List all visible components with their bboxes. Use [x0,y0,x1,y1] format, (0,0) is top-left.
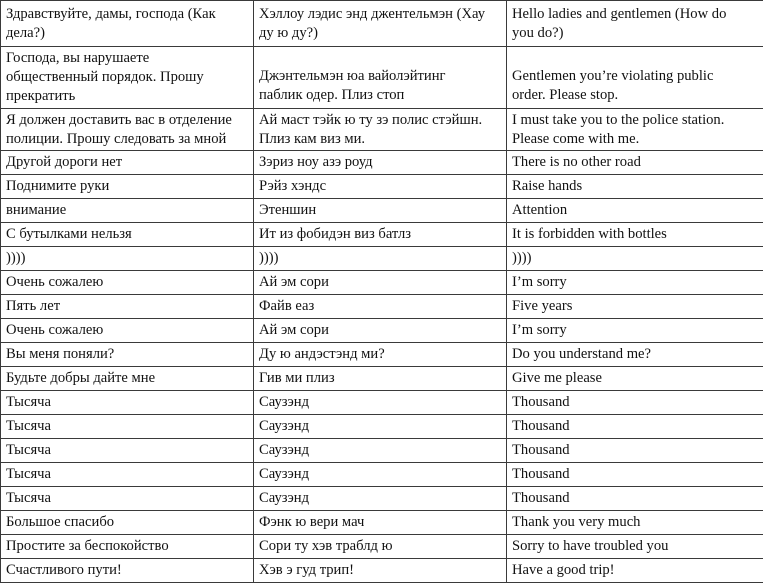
transliteration-cell: Сори ту хэв траблд ю [254,535,507,559]
russian-cell: Тысяча [1,463,254,487]
english-cell: I’m sorry [507,319,763,343]
table-row [1,367,763,391]
transliteration-cell: )))) [254,247,507,271]
russian-cell: Будьте добры дайте мне [1,367,254,391]
russian-cell: Счастливого пути! [1,559,254,583]
table-row [1,463,763,487]
english-cell: Thousand [507,487,763,511]
transliteration-cell: Саузэнд [254,439,507,463]
transliteration-cell: Гив ми плиз [254,367,507,391]
transliteration-cell: Ай маст тэйк ю ту зэ полис стэйшн. Плиз кам виз ми. [254,109,507,151]
english-cell: Five years [507,295,763,319]
english-cell: Have a good trip! [507,559,763,583]
russian-cell: Поднимите руки [1,175,254,199]
table-row [1,559,763,583]
table-row [1,199,763,223]
english-cell: There is no other road [507,151,763,175]
table-row [1,271,763,295]
russian-cell: Вы меня поняли? [1,343,254,367]
transliteration-cell: Ай эм сори [254,319,507,343]
english-cell: Thousand [507,415,763,439]
transliteration-cell: Саузэнд [254,463,507,487]
english-cell: I’m sorry [507,271,763,295]
english-cell: Thousand [507,463,763,487]
table-row [1,343,763,367]
english-cell: )))) [507,247,763,271]
transliteration-cell: Ит из фобидэн виз батлз [254,223,507,247]
table-row [1,247,763,271]
russian-cell: Здравствуйте, дамы, господа (Как дела?) [1,1,254,47]
english-cell: Sorry to have troubled you [507,535,763,559]
transliteration-cell: Зэриз ноу азэ роуд [254,151,507,175]
table-row [1,415,763,439]
transliteration-cell: Фэнк ю вери мач [254,511,507,535]
english-cell: Gentlemen you’re violating public order. Please stop. [507,47,763,109]
russian-cell: Очень сожалею [1,271,254,295]
russian-cell: )))) [1,247,254,271]
russian-cell: С бутылками нельзя [1,223,254,247]
table-row [1,1,763,47]
russian-cell: Тысяча [1,487,254,511]
transliteration-cell: Джэнтельмэн юа вайолэйтинг паблик одер. Плиз стоп [254,47,507,109]
table-row [1,391,763,415]
table-row [1,439,763,463]
transliteration-cell: Хэллоу лэдис энд джентельмэн (Хау ду ю ду?) [254,1,507,47]
english-cell: Do you understand me? [507,343,763,367]
russian-cell: Очень сожалею [1,319,254,343]
transliteration-cell: Хэв э гуд трип! [254,559,507,583]
transliteration-cell: Саузэнд [254,391,507,415]
table-row [1,535,763,559]
russian-cell: Пять лет [1,295,254,319]
table-row [1,151,763,175]
transliteration-cell: Саузэнд [254,415,507,439]
russian-cell: Господа, вы нарушаете общественный порядок. Прошу прекратить [1,47,254,109]
transliteration-cell: Ай эм сори [254,271,507,295]
table-row [1,295,763,319]
russian-cell: Простите за беспокойство [1,535,254,559]
table-row [1,319,763,343]
russian-cell: внимание [1,199,254,223]
table-row [1,109,763,151]
table-row [1,223,763,247]
russian-cell: Другой дороги нет [1,151,254,175]
russian-cell: Тысяча [1,391,254,415]
english-cell: Thousand [507,391,763,415]
russian-cell: Большое спасибо [1,511,254,535]
english-cell: Thank you very much [507,511,763,535]
russian-cell: Я должен доставить вас в отделение полиции. Прошу следовать за мной [1,109,254,151]
russian-cell: Тысяча [1,439,254,463]
table-row [1,487,763,511]
russian-cell: Тысяча [1,415,254,439]
english-cell: Hello ladies and gentlemen (How do you do?) [507,1,763,47]
table-row [1,511,763,535]
english-cell: I must take you to the police station. Please come with me. [507,109,763,151]
english-cell: Attention [507,199,763,223]
transliteration-cell: Саузэнд [254,487,507,511]
table-row [1,47,763,109]
transliteration-cell: Рэйз хэндс [254,175,507,199]
transliteration-cell: Этеншин [254,199,507,223]
transliteration-cell: Файв еаз [254,295,507,319]
table-row [1,175,763,199]
english-cell: Thousand [507,439,763,463]
english-cell: Raise hands [507,175,763,199]
english-cell: It is forbidden with bottles [507,223,763,247]
english-cell: Give me please [507,367,763,391]
transliteration-cell: Ду ю андэстэнд ми? [254,343,507,367]
phrase-table-body [1,1,763,583]
